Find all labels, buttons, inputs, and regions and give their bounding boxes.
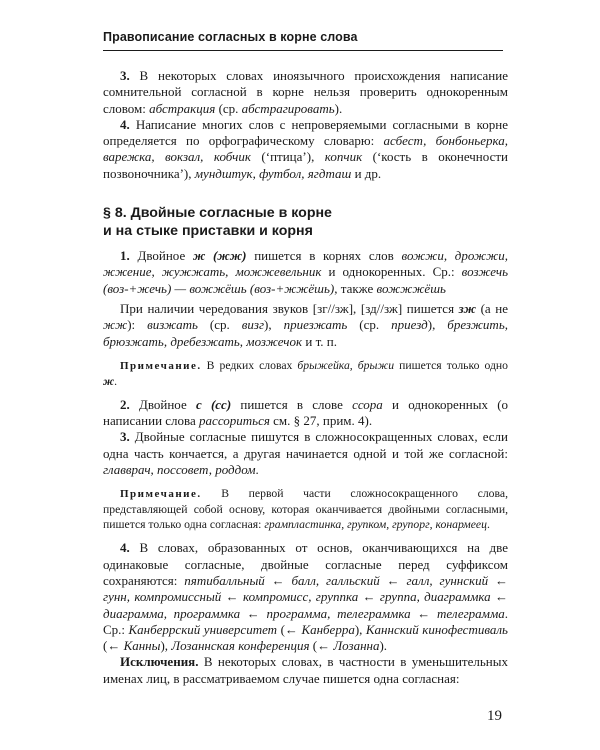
exceptions-label: Исключения. <box>120 654 199 670</box>
example: брыжейка, брыжи <box>297 358 395 372</box>
text: . <box>114 374 118 388</box>
example: Канберра <box>301 621 355 637</box>
text: ): <box>127 317 148 333</box>
text: (ср. <box>215 100 242 116</box>
example: возжечь (воз-+жечь) — вожжёшь (воз-+жжёшь) <box>103 264 509 296</box>
text: (← <box>277 621 302 637</box>
text: ). <box>334 100 343 116</box>
item-number: 4. <box>120 540 130 556</box>
exceptions <box>103 654 508 687</box>
example: приезд <box>391 317 428 333</box>
rule-2 <box>103 397 508 430</box>
example: вожжжёшь <box>376 280 446 296</box>
note-2 <box>103 486 508 532</box>
rule-3 <box>103 429 508 478</box>
example: Канберрский университет <box>128 621 278 637</box>
item-number: 3. <box>120 68 130 83</box>
example: приезжать <box>283 317 348 333</box>
text: . <box>255 462 259 478</box>
text: Двойные согласные пишутся в сложносокращенных словах, если одна часть кончается, а другая начинается одной и той же согласной: <box>103 429 508 461</box>
section-heading-line-1: § 8. Двойные согласные в корне <box>103 205 332 222</box>
example: грампластинка, групком, групорг, конармеец <box>264 518 487 532</box>
rule-1-alternation <box>103 301 508 350</box>
text: (ср. <box>197 317 242 333</box>
example: копчик <box>324 149 363 165</box>
text: ), <box>160 638 172 654</box>
text: В некоторых словах иноязычного происхождения написание сомнительной согласной в корне нельзя проверить однокоренным словом: <box>103 68 508 116</box>
text: ), <box>354 621 366 637</box>
text: и др. <box>351 165 382 181</box>
text: пишется только одно <box>394 358 509 372</box>
text: (ср. <box>347 317 392 333</box>
example: брезжить, брюзжать, дребезжать, мозжечок <box>103 317 508 349</box>
example: рассориться <box>199 413 270 429</box>
example: жж <box>103 317 128 333</box>
text: В первой части сложносокращенного слова, представляющей собой основу, которая оканчивается двойными согласными, пишется только одна согласная: <box>103 487 508 532</box>
text: При наличии чередования звуков [зг//зж], [зд//зж] пишется <box>120 300 459 316</box>
text: В словах, образованных от основ, оканчивающихся на две одинаковые согласные, двойные согласные перед суффиксом сохраняются: <box>103 540 508 588</box>
note-label: Примечание. <box>120 488 202 501</box>
text: (‘птица’), <box>250 149 325 165</box>
page-number: 19 <box>487 708 502 724</box>
text: Двойное <box>129 396 196 412</box>
text: . <box>486 518 490 532</box>
text: Двойное <box>129 248 193 264</box>
item-number: 1. <box>120 248 130 264</box>
text: (‘кость в оконечности позвоночника’), <box>103 149 508 181</box>
example: абстракция <box>149 100 216 116</box>
example: абстрагировать <box>241 100 335 116</box>
text: , также <box>334 280 377 296</box>
example: асбест, бонбоньерка, варежка, вокзал, кобчик <box>103 133 509 165</box>
text: пишется в корнях слов <box>246 248 402 264</box>
example: пятибалльный ← балл, галльский ← галл, гуннский ← гунн, компромиссный ← компромисс, группка ← группа, диаграммка ← диаграмма, программка ← программа, телеграммка ← телеграмма <box>103 572 508 621</box>
text: и однокоренных. Ср.: <box>321 264 462 280</box>
example: визжать <box>147 317 198 333</box>
letter-example: ж (жж) <box>192 248 247 264</box>
section-heading-line-2: и на стыке приставки и корня <box>103 223 313 240</box>
text: и т. п. <box>302 333 337 349</box>
text: ), <box>264 317 284 333</box>
example: мундштук, футбол, ягдташ <box>194 165 352 181</box>
example: Канны <box>123 638 161 654</box>
header-rule <box>103 50 503 51</box>
letter-example: ж <box>103 374 115 388</box>
text: ), <box>427 317 448 333</box>
text: (← <box>103 638 124 654</box>
example: главврач, поссовет, роддом <box>103 462 256 478</box>
paragraph-4 <box>103 117 508 182</box>
example: ссора <box>352 396 383 412</box>
text: пишется в слове <box>231 396 353 412</box>
rule-4 <box>103 540 508 654</box>
item-number: 3. <box>120 429 130 445</box>
text: Написание многих слов с непроверяемыми согласными в корне определяется по орфографическому словарю: <box>103 116 508 149</box>
item-number: 2. <box>120 396 130 412</box>
item-number: 4. <box>120 116 130 132</box>
running-header <box>103 30 503 44</box>
note-1 <box>103 358 508 389</box>
rule-1 <box>103 248 508 297</box>
text: и однокоренных (о написании слова <box>103 396 509 429</box>
example: визг <box>241 317 265 333</box>
section-heading <box>103 204 508 240</box>
example: Лозаннская конференция <box>171 638 310 654</box>
text: В некоторых словах, в частности в уменьшительных именах лиц, в рассматриваемом случае пишется одна согласная: <box>103 654 508 686</box>
text: ). <box>379 638 388 654</box>
letter-example: зж <box>458 300 476 316</box>
text: (а не <box>475 300 508 316</box>
letter-example: с (сс) <box>195 396 232 412</box>
example: Лозанна <box>333 638 380 654</box>
example: Каннский кинофестиваль <box>365 621 508 637</box>
text: . Ср.: <box>103 605 508 637</box>
page-content <box>103 68 508 687</box>
header-title: Правописание согласных в корне слова <box>103 30 358 44</box>
text: (← <box>309 638 334 654</box>
text: В редких словах <box>201 358 298 372</box>
note-label: Примечание. <box>120 359 202 372</box>
paragraph-3 <box>103 68 508 117</box>
text: см. § 27, прим. 4). <box>269 413 373 429</box>
example: вожжи, дрожжи, жжение, жужжать, можжевельник <box>103 248 508 280</box>
